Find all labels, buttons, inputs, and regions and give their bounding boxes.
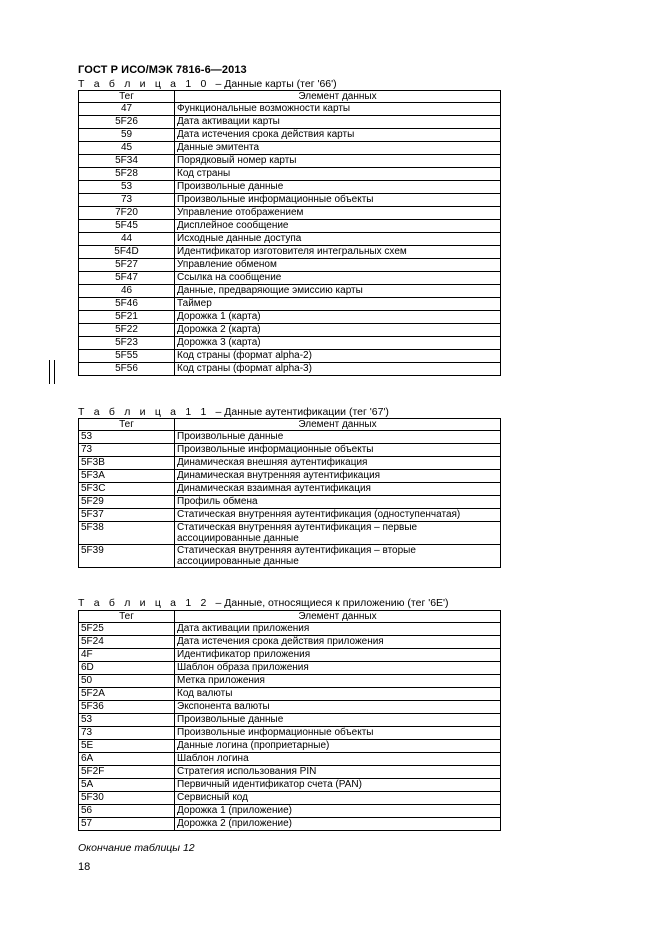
tag-cell: 5F25 <box>79 623 175 636</box>
table10-col-element: Элемент данных <box>175 91 501 103</box>
tag-cell: 73 <box>79 444 175 457</box>
tag-cell: 50 <box>79 675 175 688</box>
table11-body <box>79 431 501 568</box>
tag-cell: 5F24 <box>79 636 175 649</box>
table12-header-row <box>79 611 501 623</box>
tag-cell: 7F20 <box>79 207 175 220</box>
table10-title: – Данные карты (тег '66') <box>215 78 337 90</box>
tag-cell: 5E <box>79 740 175 753</box>
element-cell: Идентификатор приложения <box>175 649 501 662</box>
table-row <box>79 649 501 662</box>
element-cell: Управление отображением <box>175 207 501 220</box>
element-cell: Код страны (формат alpha-2) <box>175 350 501 363</box>
table-row <box>79 483 501 496</box>
tag-cell: 5F38 <box>79 522 175 545</box>
tag-cell: 5F2A <box>79 688 175 701</box>
element-cell: Метка приложения <box>175 675 501 688</box>
tag-cell: 5F3B <box>79 457 175 470</box>
table-row <box>79 142 501 155</box>
table-row <box>79 220 501 233</box>
element-cell: Произвольные информационные объекты <box>175 727 501 740</box>
table10-label: Т а б л и ц а 1 0 <box>78 78 210 90</box>
tag-cell: 5F56 <box>79 363 175 376</box>
tag-cell: 47 <box>79 103 175 116</box>
element-cell: Ссылка на сообщение <box>175 272 501 285</box>
element-cell: Статическая внутренняя аутентификация (одноступенчатая) <box>175 509 501 522</box>
table-row <box>79 522 501 545</box>
table-row <box>79 350 501 363</box>
tag-cell: 56 <box>79 805 175 818</box>
element-cell: Дата истечения срока действия карты <box>175 129 501 142</box>
element-cell: Произвольные данные <box>175 181 501 194</box>
table-row <box>79 740 501 753</box>
table11-col-tag: Тег <box>79 419 175 431</box>
tag-cell: 53 <box>79 181 175 194</box>
element-cell: Управление обменом <box>175 259 501 272</box>
table11-col-element: Элемент данных <box>175 419 501 431</box>
tag-cell: 5F29 <box>79 496 175 509</box>
tag-cell: 5F26 <box>79 116 175 129</box>
table12-caption <box>78 597 449 609</box>
tag-cell: 5F55 <box>79 350 175 363</box>
revision-change-bar <box>49 360 55 384</box>
table-row <box>79 194 501 207</box>
element-cell: Исходные данные доступа <box>175 233 501 246</box>
tag-cell: 6D <box>79 662 175 675</box>
element-cell: Дорожка 1 (карта) <box>175 311 501 324</box>
table-row <box>79 675 501 688</box>
element-cell: Код страны (формат alpha-3) <box>175 363 501 376</box>
table-row <box>79 155 501 168</box>
element-cell: Статическая внутренняя аутентификация – вторые ассоциированные данные <box>175 545 501 568</box>
table11 <box>78 418 501 568</box>
table-row <box>79 259 501 272</box>
table-row <box>79 818 501 831</box>
table12-col-element: Элемент данных <box>175 611 501 623</box>
element-cell: Произвольные данные <box>175 431 501 444</box>
tag-cell: 5F4D <box>79 246 175 259</box>
table-row <box>79 311 501 324</box>
table-row <box>79 116 501 129</box>
element-cell: Экспонента валюты <box>175 701 501 714</box>
table-row <box>79 623 501 636</box>
element-cell: Дата активации карты <box>175 116 501 129</box>
tag-cell: 53 <box>79 431 175 444</box>
tag-cell: 5F2F <box>79 766 175 779</box>
tag-cell: 45 <box>79 142 175 155</box>
table12-body <box>79 623 501 831</box>
table-row <box>79 457 501 470</box>
table10 <box>78 90 501 376</box>
tag-cell: 5F47 <box>79 272 175 285</box>
table-row <box>79 662 501 675</box>
table-continuation-note: Окончание таблицы 12 <box>78 842 195 854</box>
tag-cell: 6A <box>79 753 175 766</box>
element-cell: Произвольные информационные объекты <box>175 444 501 457</box>
table11-caption <box>78 406 389 418</box>
element-cell: Дорожка 2 (карта) <box>175 324 501 337</box>
tag-cell: 57 <box>79 818 175 831</box>
table12-title: – Данные, относящиеся к приложению (тег '6E') <box>215 597 449 609</box>
table-row <box>79 636 501 649</box>
table-row <box>79 792 501 805</box>
tag-cell: 5F27 <box>79 259 175 272</box>
table-row <box>79 509 501 522</box>
element-cell: Дата истечения срока действия приложения <box>175 636 501 649</box>
element-cell: Данные эмитента <box>175 142 501 155</box>
tag-cell: 5F36 <box>79 701 175 714</box>
element-cell: Данные логина (проприетарные) <box>175 740 501 753</box>
table-row <box>79 181 501 194</box>
tag-cell: 5F37 <box>79 509 175 522</box>
table-row <box>79 129 501 142</box>
table-row <box>79 714 501 727</box>
table-row <box>79 337 501 350</box>
element-cell: Порядковый номер карты <box>175 155 501 168</box>
element-cell: Сервисный код <box>175 792 501 805</box>
table10-body <box>79 103 501 376</box>
element-cell: Первичный идентификатор счета (PAN) <box>175 779 501 792</box>
tag-cell: 5A <box>79 779 175 792</box>
table-row <box>79 688 501 701</box>
table-row <box>79 753 501 766</box>
tag-cell: 73 <box>79 194 175 207</box>
standard-header: ГОСТ Р ИСО/МЭК 7816-6—2013 <box>78 64 247 76</box>
element-cell: Данные, предваряющие эмиссию карты <box>175 285 501 298</box>
table-row <box>79 496 501 509</box>
table-row <box>79 324 501 337</box>
element-cell: Стратегия использования PIN <box>175 766 501 779</box>
element-cell: Профиль обмена <box>175 496 501 509</box>
table-row <box>79 272 501 285</box>
element-cell: Таймер <box>175 298 501 311</box>
table12-label: Т а б л и ц а 1 2 <box>78 597 210 609</box>
table-row <box>79 545 501 568</box>
table12-col-tag: Тег <box>79 611 175 623</box>
element-cell: Функциональные возможности карты <box>175 103 501 116</box>
element-cell: Динамическая взаимная аутентификация <box>175 483 501 496</box>
table-row <box>79 168 501 181</box>
table-row <box>79 285 501 298</box>
table-row <box>79 444 501 457</box>
table-row <box>79 779 501 792</box>
element-cell: Динамическая внутренняя аутентификация <box>175 470 501 483</box>
page-number: 18 <box>78 861 91 873</box>
element-cell: Дорожка 2 (приложение) <box>175 818 501 831</box>
table-row <box>79 103 501 116</box>
tag-cell: 73 <box>79 727 175 740</box>
table-row <box>79 233 501 246</box>
tag-cell: 4F <box>79 649 175 662</box>
tag-cell: 46 <box>79 285 175 298</box>
element-cell: Произвольные информационные объекты <box>175 194 501 207</box>
table-row <box>79 298 501 311</box>
tag-cell: 5F23 <box>79 337 175 350</box>
tag-cell: 5F39 <box>79 545 175 568</box>
tag-cell: 5F46 <box>79 298 175 311</box>
element-cell: Шаблон образа приложения <box>175 662 501 675</box>
element-cell: Дорожка 1 (приложение) <box>175 805 501 818</box>
element-cell: Дата активации приложения <box>175 623 501 636</box>
table-row <box>79 246 501 259</box>
table10-header-row <box>79 91 501 103</box>
table12 <box>78 610 501 831</box>
tag-cell: 5F45 <box>79 220 175 233</box>
table-row <box>79 766 501 779</box>
element-cell: Дорожка 3 (карта) <box>175 337 501 350</box>
tag-cell: 5F34 <box>79 155 175 168</box>
tag-cell: 59 <box>79 129 175 142</box>
table-row <box>79 701 501 714</box>
tag-cell: 5F22 <box>79 324 175 337</box>
table10-caption <box>78 78 337 90</box>
table-row <box>79 363 501 376</box>
table11-header-row <box>79 419 501 431</box>
table10-col-tag: Тег <box>79 91 175 103</box>
table11-title: – Данные аутентификации (тег '67') <box>215 406 389 418</box>
tag-cell: 5F3A <box>79 470 175 483</box>
element-cell: Шаблон логина <box>175 753 501 766</box>
tag-cell: 5F30 <box>79 792 175 805</box>
element-cell: Динамическая внешняя аутентификация <box>175 457 501 470</box>
element-cell: Статическая внутренняя аутентификация – первые ассоциированные данные <box>175 522 501 545</box>
element-cell: Код страны <box>175 168 501 181</box>
table-row <box>79 727 501 740</box>
table11-label: Т а б л и ц а 1 1 <box>78 406 210 418</box>
tag-cell: 5F28 <box>79 168 175 181</box>
table-row <box>79 805 501 818</box>
element-cell: Произвольные данные <box>175 714 501 727</box>
tag-cell: 5F3C <box>79 483 175 496</box>
table-row <box>79 470 501 483</box>
tag-cell: 44 <box>79 233 175 246</box>
element-cell: Дисплейное сообщение <box>175 220 501 233</box>
tag-cell: 5F21 <box>79 311 175 324</box>
element-cell: Идентификатор изготовителя интегральных схем <box>175 246 501 259</box>
element-cell: Код валюты <box>175 688 501 701</box>
tag-cell: 53 <box>79 714 175 727</box>
table-row <box>79 431 501 444</box>
table-row <box>79 207 501 220</box>
